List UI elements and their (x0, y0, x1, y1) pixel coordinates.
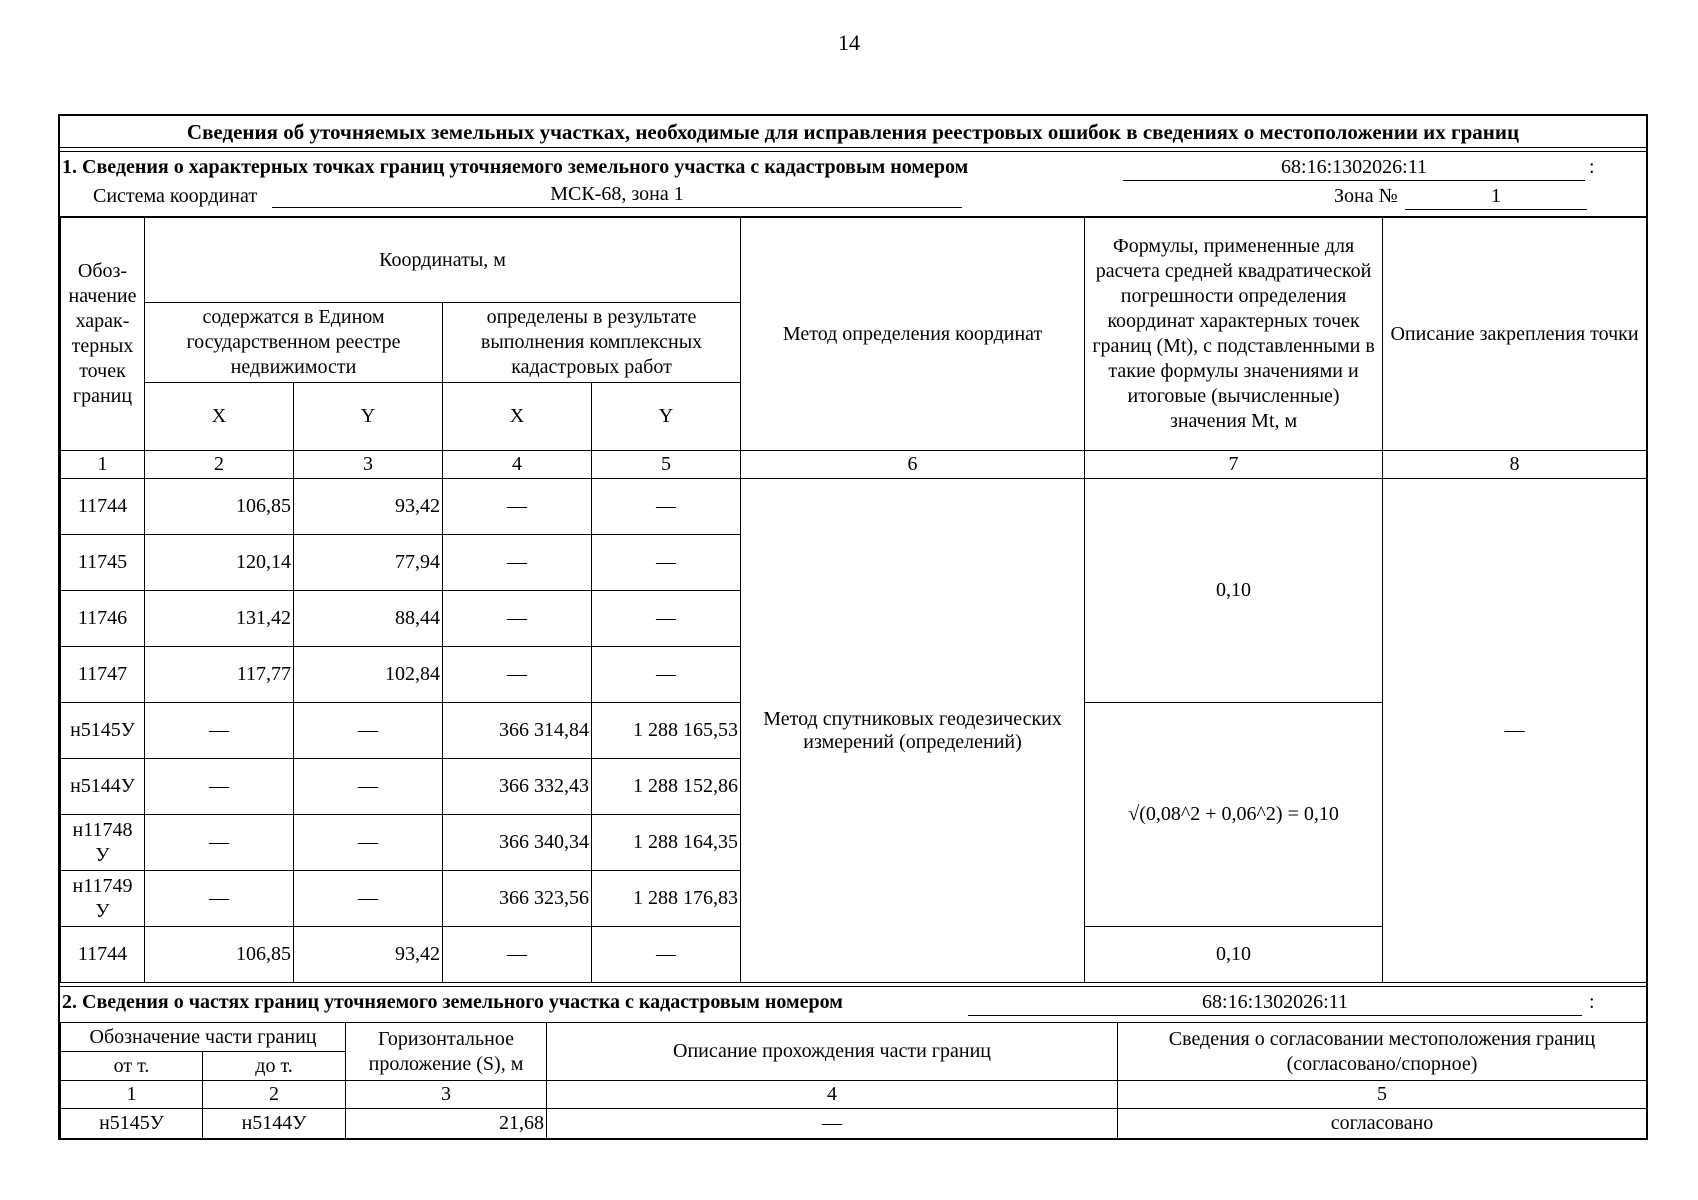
ckr-y: — (592, 927, 741, 983)
egrn-y: — (294, 871, 443, 927)
col-number: 3 (346, 1081, 547, 1109)
point-name: н11749 У (61, 871, 145, 927)
part-from: н5145У (61, 1109, 203, 1139)
page-number: 14 (838, 30, 860, 55)
col-number: 5 (592, 451, 741, 479)
egrn-x: — (145, 703, 294, 759)
col-number: 4 (443, 451, 592, 479)
col-number: 5 (1118, 1081, 1647, 1109)
point-name: н5145У (61, 703, 145, 759)
ckr-x: — (443, 647, 592, 703)
egrn-x: 106,85 (145, 927, 294, 983)
egrn-y: 93,42 (294, 479, 443, 535)
header-ckr: определены в результате выполнения комплексных кадастровых работ (443, 303, 741, 383)
coord-system-value: МСК-68, зона 1 (272, 181, 962, 208)
ckr-y: 1 288 165,53 (592, 703, 741, 759)
egrn-x: — (145, 871, 294, 927)
header-designation: Обоз-начение харак-терных точек границ (61, 218, 145, 451)
ckr-x: — (443, 927, 592, 983)
ckr-x: — (443, 535, 592, 591)
point-name: 11746 (61, 591, 145, 647)
part-agreement: согласовано (1118, 1109, 1647, 1139)
table-row (61, 479, 1647, 535)
header-x: X (145, 383, 294, 451)
points-table (60, 217, 1647, 983)
col-number: 2 (145, 451, 294, 479)
section1-colon: : (1589, 156, 1595, 178)
ckr-x: 366 340,34 (443, 815, 592, 871)
part-to: н5144У (203, 1109, 346, 1139)
egrn-y: 102,84 (294, 647, 443, 703)
header-egrn: содержатся в Едином государственном реестре недвижимости (145, 303, 443, 383)
section2-colon: : (1589, 991, 1595, 1013)
egrn-x: — (145, 759, 294, 815)
part-length: 21,68 (346, 1109, 547, 1139)
section2-title: 2. Сведения о частях границ уточняемого земельного участка с кадастровым номером (62, 991, 843, 1013)
document-frame (58, 114, 1648, 1140)
ckr-y: — (592, 479, 741, 535)
ckr-y: — (592, 647, 741, 703)
col-number: 7 (1085, 451, 1383, 479)
point-name: 11745 (61, 535, 145, 591)
egrn-x: — (145, 815, 294, 871)
header-horizontal: Горизонтальное проложение (S), м (346, 1023, 547, 1081)
col-number: 1 (61, 1081, 203, 1109)
table-row (61, 1109, 1647, 1139)
point-name: 11744 (61, 927, 145, 983)
ckr-y: 1 288 152,86 (592, 759, 741, 815)
col-number: 6 (741, 451, 1085, 479)
egrn-y: — (294, 759, 443, 815)
formula-value-1: 0,10 (1085, 479, 1383, 703)
header-x: X (443, 383, 592, 451)
coord-system-label: Система координат (93, 185, 258, 207)
zone-value: 1 (1405, 183, 1587, 210)
point-name: 11744 (61, 479, 145, 535)
egrn-y: 93,42 (294, 927, 443, 983)
egrn-y: 88,44 (294, 591, 443, 647)
header-method: Метод определения координат (741, 218, 1085, 451)
main-title: Сведения об уточняемых земельных участках, необходимые для исправления реестровых ошибок в сведениях о местоположении их границ (60, 116, 1646, 148)
ckr-y: — (592, 535, 741, 591)
section2-header (60, 986, 1646, 1022)
zone-label: Зона № (1334, 185, 1398, 207)
ckr-y: 1 288 176,83 (592, 871, 741, 927)
col-number: 3 (294, 451, 443, 479)
header-part-description: Описание прохождения части границ (547, 1023, 1118, 1081)
header-y: Y (294, 383, 443, 451)
point-name: 11747 (61, 647, 145, 703)
header-to: до т. (203, 1052, 346, 1081)
section1-cadastral-number: 68:16:1302026:11 (1123, 154, 1585, 181)
section1-header (60, 151, 1646, 217)
point-name: н11748 У (61, 815, 145, 871)
header-coordinates: Координаты, м (145, 218, 741, 303)
egrn-x: 131,42 (145, 591, 294, 647)
header-part-designation: Обозначение части границ (61, 1023, 346, 1052)
ckr-y: 1 288 164,35 (592, 815, 741, 871)
section1-title: 1. Сведения о характерных точках границ уточняемого земельного участка с кадастровым номером (62, 156, 969, 178)
egrn-y: — (294, 703, 443, 759)
header-description: Описание закрепления точки (1383, 218, 1647, 451)
egrn-y: — (294, 815, 443, 871)
ckr-x: — (443, 591, 592, 647)
header-y: Y (592, 383, 741, 451)
point-name: н5144У (61, 759, 145, 815)
ckr-x: 366 323,56 (443, 871, 592, 927)
egrn-x: 120,14 (145, 535, 294, 591)
col-number: 4 (547, 1081, 1118, 1109)
ckr-x: — (443, 479, 592, 535)
col-number: 2 (203, 1081, 346, 1109)
col-number: 1 (61, 451, 145, 479)
header-agreement: Сведения о согласовании местоположения границ (согласовано/спорное) (1118, 1023, 1647, 1081)
method-value: Метод спутниковых геодезических измерений (определений) (741, 479, 1085, 983)
description-value: — (1383, 479, 1647, 983)
col-number: 8 (1383, 451, 1647, 479)
parts-table (60, 1022, 1647, 1139)
part-description: — (547, 1109, 1118, 1139)
ckr-y: — (592, 591, 741, 647)
header-from: от т. (61, 1052, 203, 1081)
ckr-x: 366 332,43 (443, 759, 592, 815)
egrn-x: 117,77 (145, 647, 294, 703)
ckr-x: 366 314,84 (443, 703, 592, 759)
header-formulas: Формулы, примененные для расчета средней квадратической погрешности определения координат характерных точек границ (Mt), с подставленными в такие формулы значениями и итоговые (вычисленные) значения Mt, м (1085, 218, 1383, 451)
formula-value-3: 0,10 (1085, 927, 1383, 983)
formula-value-2: √(0,08^2 + 0,06^2) = 0,10 (1085, 703, 1383, 927)
egrn-x: 106,85 (145, 479, 294, 535)
egrn-y: 77,94 (294, 535, 443, 591)
section2-cadastral-number: 68:16:1302026:11 (968, 989, 1582, 1016)
